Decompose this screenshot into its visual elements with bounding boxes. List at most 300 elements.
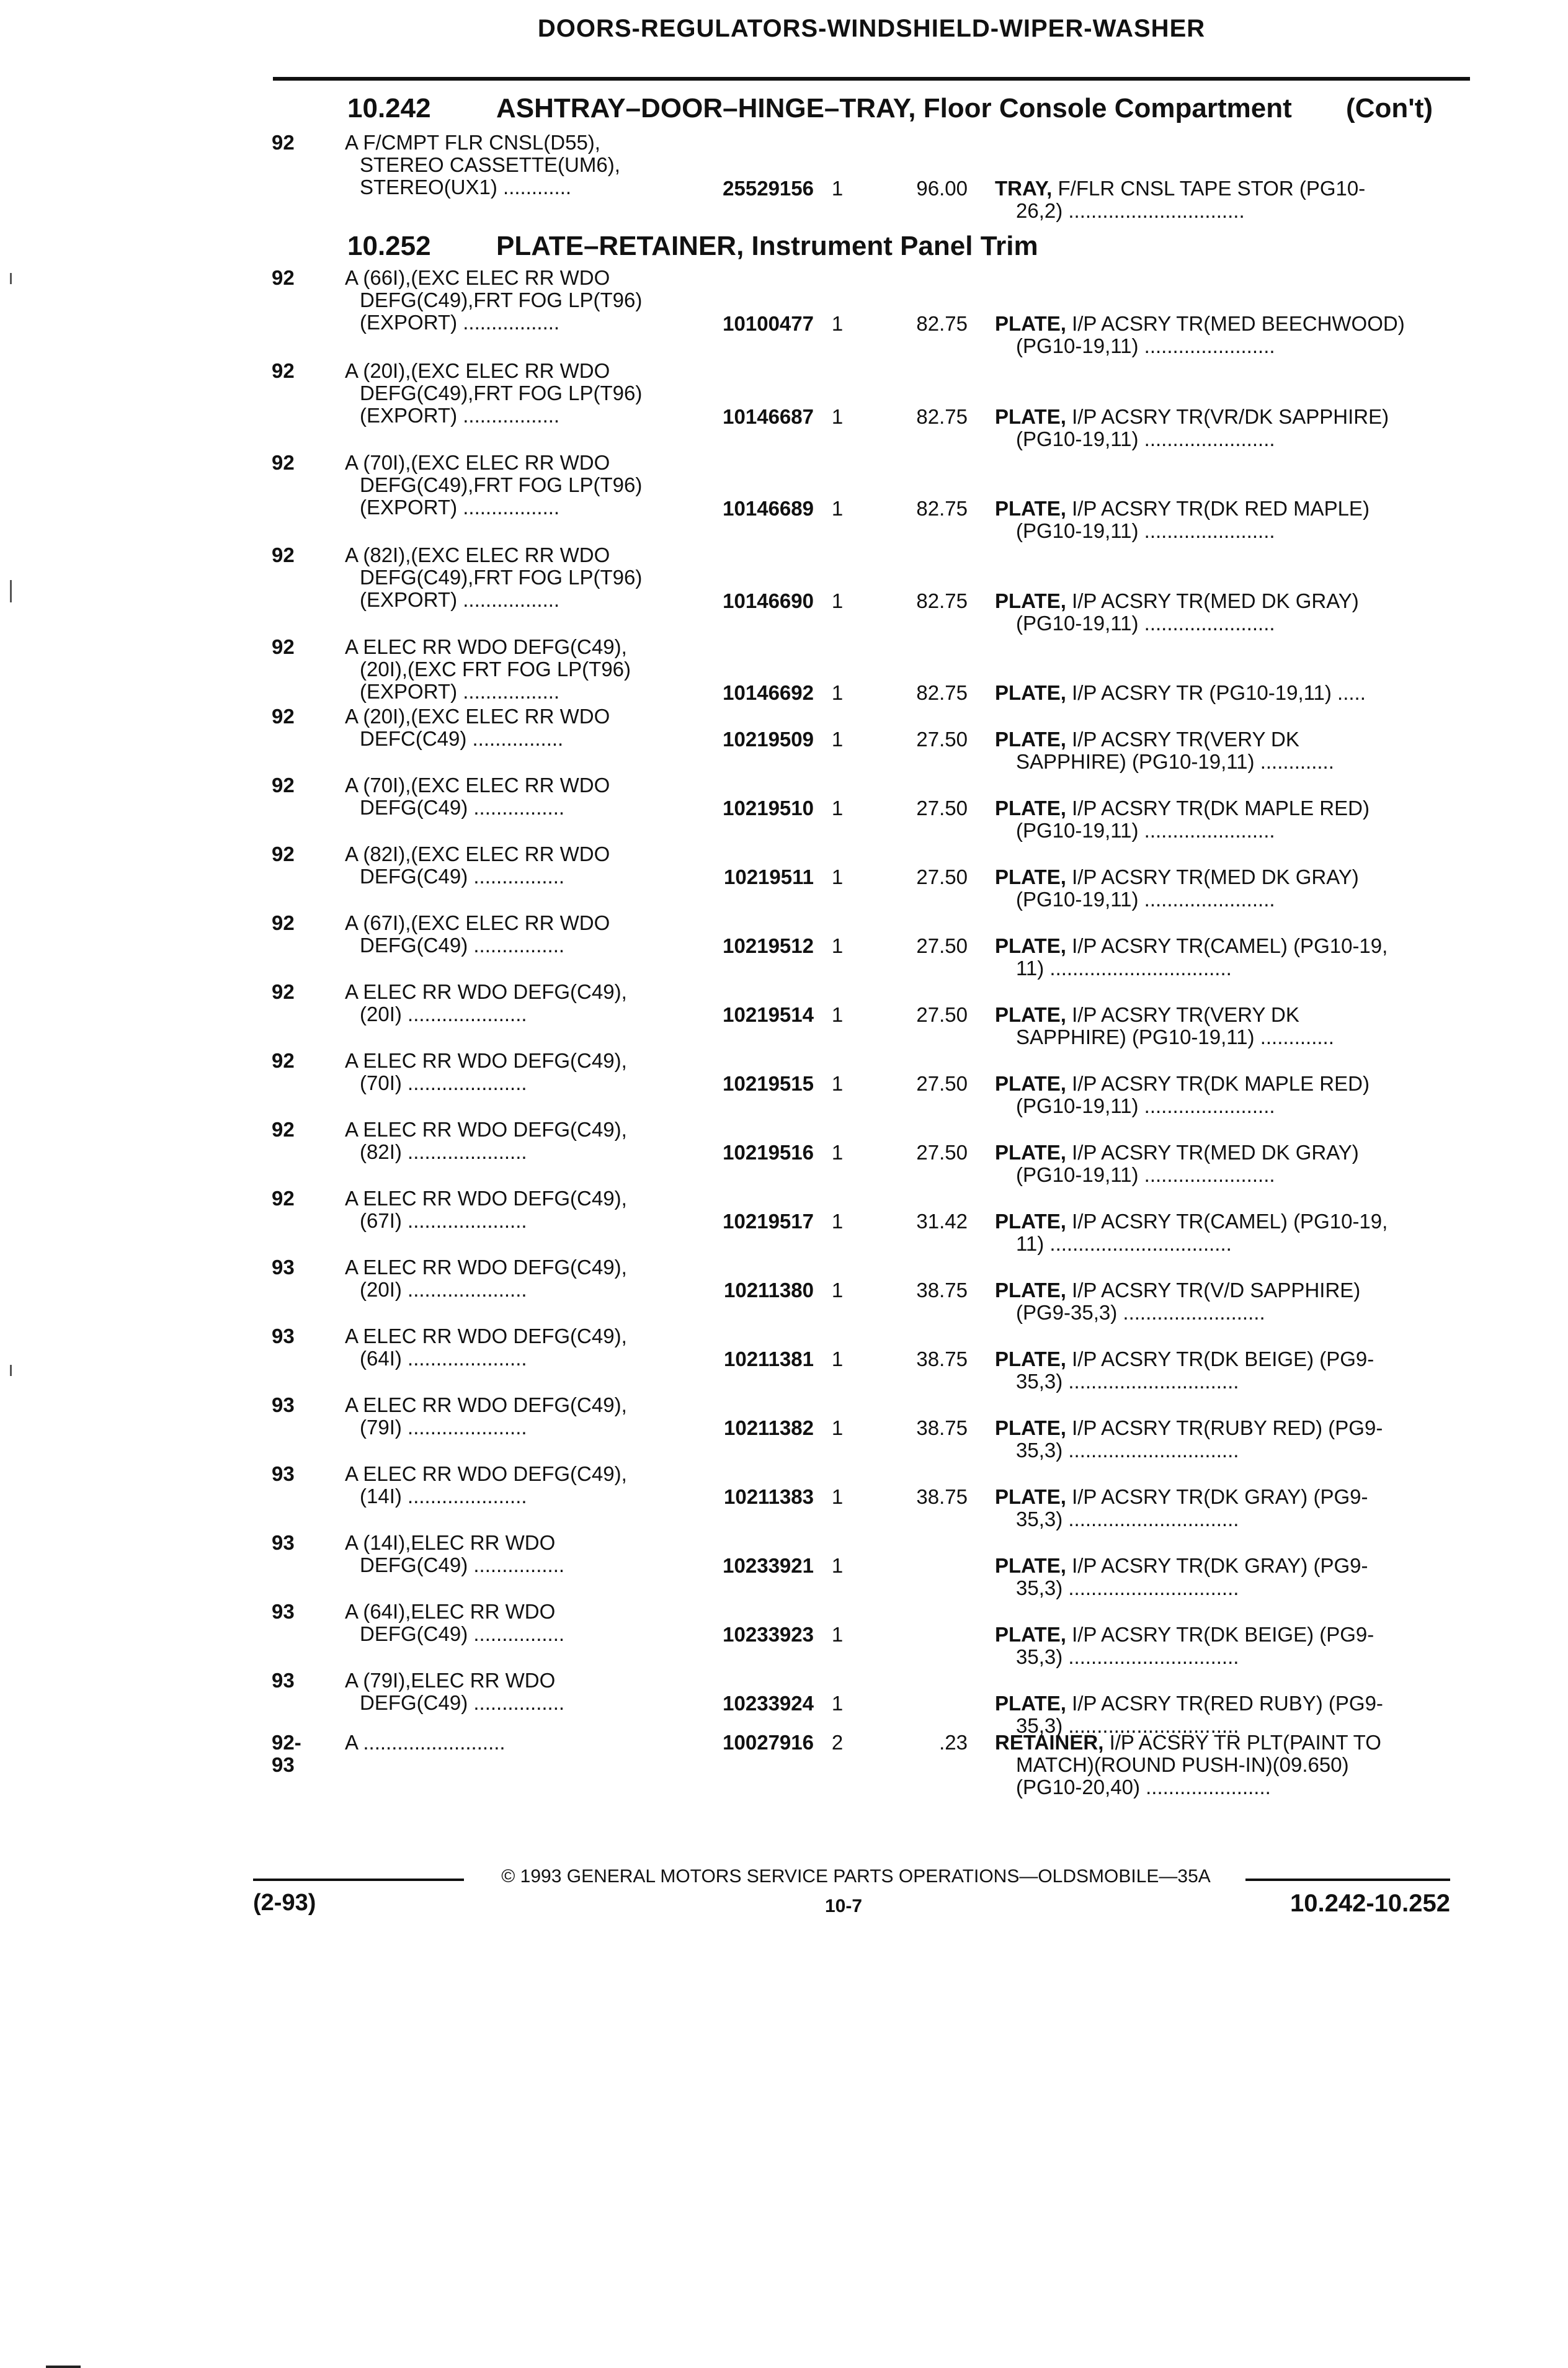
part-name-keyword: PLATE, bbox=[995, 1210, 1066, 1233]
usage-description bbox=[345, 1601, 674, 1645]
part-name-text: 11) ................................ bbox=[1016, 957, 1232, 980]
part-name-line bbox=[995, 1577, 1448, 1599]
part-name-text: I/P ACSRY TR(DK BEIGE) (PG9- bbox=[1072, 1624, 1374, 1646]
part-number: 10219515 bbox=[723, 1072, 814, 1095]
illustration-ref: 92 bbox=[272, 451, 295, 474]
illustration-ref: 92 bbox=[272, 774, 295, 797]
header-rule bbox=[273, 77, 1470, 81]
usage-line: A (14I),ELEC RR WDO bbox=[345, 1532, 556, 1554]
part-name-line bbox=[995, 1731, 1448, 1754]
quantity: 1 bbox=[831, 797, 844, 820]
usage-line: (82I) ..................... bbox=[360, 1141, 527, 1163]
part-name-text: (PG10-20,40) ...................... bbox=[1016, 1776, 1271, 1798]
usage-line: (20I) ..................... bbox=[360, 1279, 527, 1301]
part-name bbox=[995, 682, 1448, 704]
part-name-text: (PG10-19,11) ....................... bbox=[1016, 335, 1275, 357]
usage-line: A (64I),ELEC RR WDO bbox=[345, 1601, 556, 1623]
part-name bbox=[995, 728, 1448, 773]
quantity: 1 bbox=[831, 1347, 844, 1370]
part-name-keyword: TRAY, bbox=[995, 177, 1053, 200]
quantity: 1 bbox=[831, 312, 844, 335]
illustration-ref: 92 bbox=[272, 911, 295, 934]
usage-description bbox=[345, 981, 674, 1025]
price: 31.42 bbox=[916, 1210, 968, 1233]
part-number: 10233924 bbox=[723, 1692, 814, 1715]
usage-line: (14I) ..................... bbox=[360, 1485, 527, 1508]
usage-description bbox=[345, 1119, 674, 1163]
part-name-keyword: PLATE, bbox=[995, 1279, 1066, 1302]
part-name-line bbox=[995, 866, 1448, 888]
part-name-text: I/P ACSRY TR(RED RUBY) (PG9- bbox=[1072, 1692, 1383, 1715]
part-name-text: I/P ACSRY TR(DK GRAY) (PG9- bbox=[1072, 1555, 1368, 1577]
price: 27.50 bbox=[916, 1141, 968, 1164]
quantity: 1 bbox=[831, 177, 844, 200]
illustration-ref: 92 bbox=[272, 131, 295, 154]
part-name-line bbox=[995, 728, 1448, 751]
quantity: 1 bbox=[831, 681, 844, 704]
usage-description bbox=[345, 1187, 674, 1232]
illustration-ref: 93 bbox=[272, 1600, 295, 1623]
scan-mark bbox=[10, 273, 12, 284]
quantity: 1 bbox=[831, 1485, 844, 1508]
usage-line: (67I) ..................... bbox=[360, 1210, 527, 1232]
price: 27.50 bbox=[916, 934, 968, 957]
part-name-line bbox=[995, 888, 1448, 911]
usage-description bbox=[345, 360, 674, 427]
usage-line: A ELEC RR WDO DEFG(C49), bbox=[345, 1463, 627, 1485]
quantity: 1 bbox=[831, 1003, 844, 1026]
part-name-text: I/P ACSRY TR(DK GRAY) (PG9- bbox=[1072, 1486, 1368, 1508]
part-name-keyword: PLATE, bbox=[995, 1004, 1066, 1026]
part-name-line bbox=[995, 935, 1448, 957]
part-name bbox=[995, 1486, 1448, 1530]
usage-description bbox=[345, 544, 674, 611]
quantity: 1 bbox=[831, 728, 844, 751]
part-name-line bbox=[995, 751, 1448, 773]
part-name-line bbox=[995, 1095, 1448, 1117]
part-name bbox=[995, 866, 1448, 911]
price: 27.50 bbox=[916, 1072, 968, 1095]
part-name bbox=[995, 1555, 1448, 1599]
illustration-ref: 92 bbox=[272, 705, 295, 728]
part-name bbox=[995, 1348, 1448, 1393]
footer-page-number: 10-7 bbox=[824, 1896, 863, 1916]
illustration-ref: 92 bbox=[272, 842, 295, 865]
price: 82.75 bbox=[916, 312, 968, 335]
scan-mark bbox=[46, 2366, 81, 2368]
part-name bbox=[995, 1142, 1448, 1186]
usage-line: A (70I),(EXC ELEC RR WDO bbox=[345, 774, 610, 797]
illustration-ref: 92 bbox=[272, 359, 295, 382]
part-name-keyword: PLATE, bbox=[995, 1555, 1066, 1577]
part-name-line bbox=[995, 1776, 1448, 1798]
price: 82.75 bbox=[916, 589, 968, 612]
footer-rule-right bbox=[1245, 1879, 1450, 1881]
usage-line: (64I) ..................... bbox=[360, 1347, 527, 1370]
part-name-text: I/P ACSRY TR(CAMEL) (PG10-19, bbox=[1072, 935, 1388, 957]
illustration-ref: 92 bbox=[272, 635, 295, 658]
continued-label: (Con't) bbox=[1346, 93, 1433, 123]
usage-line: (79I) ..................... bbox=[360, 1416, 527, 1439]
usage-line: A (70I),(EXC ELEC RR WDO bbox=[345, 452, 610, 474]
illustration-ref: 92 bbox=[272, 980, 295, 1003]
part-name-line bbox=[995, 1754, 1448, 1776]
usage-line: A (82I),(EXC ELEC RR WDO bbox=[345, 843, 610, 865]
part-name-line bbox=[995, 1210, 1448, 1233]
usage-line: (20I) ..................... bbox=[360, 1003, 527, 1025]
footer-rule-left bbox=[253, 1879, 464, 1881]
part-name-text: 11) ................................ bbox=[1016, 1233, 1232, 1255]
usage-line: DEFG(C49) ................ bbox=[360, 1692, 565, 1714]
part-name-keyword: RETAINER, bbox=[995, 1731, 1104, 1754]
illustration-ref: 92 bbox=[272, 543, 295, 566]
part-number: 10211382 bbox=[723, 1416, 814, 1439]
usage-description bbox=[345, 774, 674, 819]
part-name-text: I/P ACSRY TR(CAMEL) (PG10-19, bbox=[1072, 1210, 1388, 1233]
price: 38.75 bbox=[916, 1485, 968, 1508]
part-name-line bbox=[995, 335, 1448, 357]
part-name-line bbox=[995, 313, 1448, 335]
part-name-keyword: PLATE, bbox=[995, 1486, 1066, 1508]
quantity: 2 bbox=[831, 1731, 844, 1754]
part-name-text: I/P ACSRY TR(DK MAPLE RED) bbox=[1072, 1073, 1370, 1095]
part-name-keyword: PLATE, bbox=[995, 1348, 1066, 1370]
section-header bbox=[0, 231, 1568, 266]
part-name-text: I/P ACSRY TR(V/D SAPPHIRE) bbox=[1072, 1279, 1361, 1302]
illustration-ref: 92-93 bbox=[272, 1731, 301, 1776]
price: 96.00 bbox=[916, 177, 968, 200]
part-name-line bbox=[995, 1508, 1448, 1530]
usage-line: A ELEC RR WDO DEFG(C49), bbox=[345, 1050, 627, 1072]
part-name-keyword: PLATE, bbox=[995, 797, 1066, 820]
part-name-line bbox=[995, 520, 1448, 542]
usage-line: STEREO(UX1) ............ bbox=[360, 176, 572, 199]
part-name bbox=[995, 935, 1448, 980]
price: 38.75 bbox=[916, 1416, 968, 1439]
part-name bbox=[995, 1210, 1448, 1255]
part-name-text: SAPPHIRE) (PG10-19,11) ............. bbox=[1016, 1026, 1334, 1048]
part-name-text: (PG10-19,11) ....................... bbox=[1016, 428, 1275, 450]
section-title: ASHTRAY–DOOR–HINGE–TRAY, Floor Console Compartment bbox=[496, 93, 1292, 123]
part-number: 10211380 bbox=[723, 1279, 814, 1302]
part-name-keyword: PLATE, bbox=[995, 406, 1066, 428]
part-name-text: I/P ACSRY TR (PG10-19,11) ..... bbox=[1072, 682, 1366, 704]
illustration-ref: 93 bbox=[272, 1325, 295, 1347]
part-name-line bbox=[995, 1233, 1448, 1255]
quantity: 1 bbox=[831, 1072, 844, 1095]
part-name-keyword: PLATE, bbox=[995, 313, 1066, 335]
part-name-text: SAPPHIRE) (PG10-19,11) ............. bbox=[1016, 751, 1334, 773]
part-name-text: I/P ACSRY TR(VR/DK SAPPHIRE) bbox=[1072, 406, 1389, 428]
usage-line: DEFG(C49) ................ bbox=[360, 1623, 565, 1645]
usage-description bbox=[345, 1394, 674, 1439]
part-name-line bbox=[995, 1073, 1448, 1095]
usage-line: DEFG(C49) ................ bbox=[360, 1554, 565, 1576]
part-number: 25529156 bbox=[723, 177, 814, 200]
usage-line: DEFG(C49),FRT FOG LP(T96) bbox=[360, 382, 643, 404]
part-number: 10146690 bbox=[723, 589, 814, 612]
part-name-line bbox=[995, 1439, 1448, 1462]
part-name bbox=[995, 498, 1448, 542]
usage-line: DEFG(C49) ................ bbox=[360, 865, 565, 888]
part-name-text: I/P ACSRY TR(MED DK GRAY) bbox=[1072, 590, 1359, 612]
illustration-ref: 92 bbox=[272, 1118, 295, 1141]
part-name-text: MATCH)(ROUND PUSH-IN)(09.650) bbox=[1016, 1754, 1349, 1776]
part-name-line bbox=[995, 1302, 1448, 1324]
usage-line: A F/CMPT FLR CNSL(D55), bbox=[345, 132, 600, 154]
usage-description bbox=[345, 1669, 674, 1714]
part-name bbox=[995, 1692, 1448, 1737]
part-name-text: I/P ACSRY TR(DK RED MAPLE) bbox=[1072, 498, 1370, 520]
price: 82.75 bbox=[916, 405, 968, 428]
usage-description bbox=[345, 132, 674, 199]
part-name-line bbox=[995, 200, 1448, 222]
part-name-line bbox=[995, 428, 1448, 450]
part-name bbox=[995, 313, 1448, 357]
part-number: 10219510 bbox=[723, 797, 814, 820]
part-name-text: I/P ACSRY TR(MED DK GRAY) bbox=[1072, 866, 1359, 888]
usage-line: A (79I),ELEC RR WDO bbox=[345, 1669, 556, 1692]
usage-line: DEFG(C49) ................ bbox=[360, 797, 565, 819]
usage-line: A ELEC RR WDO DEFG(C49), bbox=[345, 1256, 627, 1279]
part-name-keyword: PLATE, bbox=[995, 590, 1066, 612]
part-number: 10027916 bbox=[723, 1731, 814, 1754]
part-number: 10219514 bbox=[723, 1003, 814, 1026]
usage-line: A (82I),(EXC ELEC RR WDO bbox=[345, 544, 610, 566]
usage-line: DEFG(C49),FRT FOG LP(T96) bbox=[360, 289, 643, 311]
usage-line: A ELEC RR WDO DEFG(C49), bbox=[345, 636, 627, 658]
price: 27.50 bbox=[916, 728, 968, 751]
part-number: 10219509 bbox=[723, 728, 814, 751]
part-name-line bbox=[995, 1417, 1448, 1439]
part-name-keyword: PLATE, bbox=[995, 1142, 1066, 1164]
part-name bbox=[995, 406, 1448, 450]
footer-date-code: (2-93) bbox=[253, 1890, 316, 1916]
usage-description bbox=[345, 267, 674, 334]
usage-line: (EXPORT) ................. bbox=[360, 311, 560, 334]
usage-description bbox=[345, 843, 674, 888]
usage-line: (20I),(EXC FRT FOG LP(T96) bbox=[360, 658, 631, 681]
part-name-line bbox=[995, 1164, 1448, 1186]
part-name-keyword: PLATE, bbox=[995, 866, 1066, 888]
price: 82.75 bbox=[916, 681, 968, 704]
part-name-line bbox=[995, 590, 1448, 612]
part-name-text: I/P ACSRY TR(DK BEIGE) (PG9- bbox=[1072, 1348, 1374, 1370]
usage-line: (70I) ..................... bbox=[360, 1072, 527, 1094]
part-name-text: I/P ACSRY TR(DK MAPLE RED) bbox=[1072, 797, 1370, 820]
quantity: 1 bbox=[831, 865, 844, 888]
part-name-line bbox=[995, 1692, 1448, 1715]
part-name-line bbox=[995, 498, 1448, 520]
usage-description bbox=[345, 1731, 674, 1754]
part-number: 10233923 bbox=[723, 1623, 814, 1646]
part-number: 10100477 bbox=[723, 312, 814, 335]
part-name-keyword: PLATE, bbox=[995, 1073, 1066, 1095]
quantity: 1 bbox=[831, 1692, 844, 1715]
part-name-text: 26,2) ............................... bbox=[1016, 200, 1245, 222]
usage-line: DEFG(C49),FRT FOG LP(T96) bbox=[360, 566, 643, 589]
part-name-line bbox=[995, 1370, 1448, 1393]
usage-line: STEREO CASSETTE(UM6), bbox=[360, 154, 620, 176]
part-name-text: I/P ACSRY TR PLT(PAINT TO bbox=[1109, 1731, 1381, 1754]
part-name-line bbox=[995, 1279, 1448, 1302]
part-name-line bbox=[995, 406, 1448, 428]
section-header bbox=[0, 93, 1568, 128]
part-name-line bbox=[995, 957, 1448, 980]
quantity: 1 bbox=[831, 589, 844, 612]
part-name-keyword: PLATE, bbox=[995, 682, 1066, 704]
usage-line: A (20I),(EXC ELEC RR WDO bbox=[345, 360, 610, 382]
usage-line: A (66I),(EXC ELEC RR WDO bbox=[345, 267, 610, 289]
part-number: 10211383 bbox=[723, 1485, 814, 1508]
part-name-text: I/P ACSRY TR(VERY DK bbox=[1072, 728, 1299, 751]
quantity: 1 bbox=[831, 1623, 844, 1646]
part-number: 10211381 bbox=[723, 1347, 814, 1370]
section-number: 10.252 bbox=[347, 231, 431, 261]
part-name-text: (PG9-35,3) ......................... bbox=[1016, 1302, 1265, 1324]
illustration-ref: 93 bbox=[272, 1531, 295, 1554]
usage-line: (EXPORT) ................. bbox=[360, 496, 560, 519]
usage-line: A ELEC RR WDO DEFG(C49), bbox=[345, 1119, 627, 1141]
part-name-keyword: PLATE, bbox=[995, 1692, 1066, 1715]
usage-description bbox=[345, 1463, 674, 1508]
usage-line: (EXPORT) ................. bbox=[360, 681, 560, 703]
part-name bbox=[995, 177, 1448, 222]
part-name-text: (PG10-19,11) ....................... bbox=[1016, 820, 1275, 842]
price: 38.75 bbox=[916, 1347, 968, 1370]
part-name bbox=[995, 1417, 1448, 1462]
part-number: 10219517 bbox=[723, 1210, 814, 1233]
usage-line: A ELEC RR WDO DEFG(C49), bbox=[345, 981, 627, 1003]
part-name-line bbox=[995, 1004, 1448, 1026]
part-name-line bbox=[995, 682, 1448, 704]
part-name bbox=[995, 1624, 1448, 1668]
footer-section-range: 10.242-10.252 bbox=[1290, 1890, 1450, 1917]
illustration-ref: 92 bbox=[272, 1187, 295, 1210]
usage-description bbox=[345, 912, 674, 957]
usage-line: A ELEC RR WDO DEFG(C49), bbox=[345, 1325, 627, 1347]
part-name-text: F/FLR CNSL TAPE STOR (PG10- bbox=[1058, 177, 1366, 200]
usage-line: DEFG(C49),FRT FOG LP(T96) bbox=[360, 474, 643, 496]
quantity: 1 bbox=[831, 1210, 844, 1233]
usage-line: A ......................... bbox=[345, 1731, 506, 1754]
part-name-text: (PG10-19,11) ....................... bbox=[1016, 1095, 1275, 1117]
page-title: DOORS-REGULATORS-WINDSHIELD-WIPER-WASHER bbox=[537, 15, 1206, 42]
part-name-line bbox=[995, 1348, 1448, 1370]
quantity: 1 bbox=[831, 1554, 844, 1577]
part-name-text: I/P ACSRY TR(MED BEECHWOOD) bbox=[1072, 313, 1405, 335]
quantity: 1 bbox=[831, 1416, 844, 1439]
part-name bbox=[995, 797, 1448, 842]
part-name-text: I/P ACSRY TR(MED DK GRAY) bbox=[1072, 1142, 1359, 1164]
part-name-keyword: PLATE, bbox=[995, 498, 1066, 520]
scan-mark bbox=[10, 1365, 12, 1376]
usage-line: DEFG(C49) ................ bbox=[360, 934, 565, 957]
part-name-line bbox=[995, 1142, 1448, 1164]
part-name bbox=[995, 1731, 1448, 1798]
usage-line: A (67I),(EXC ELEC RR WDO bbox=[345, 912, 610, 934]
part-number: 10219511 bbox=[723, 865, 814, 888]
part-number: 10146687 bbox=[723, 405, 814, 428]
part-name-keyword: PLATE, bbox=[995, 728, 1066, 751]
part-name bbox=[995, 590, 1448, 635]
section-title: PLATE–RETAINER, Instrument Panel Trim bbox=[496, 231, 1038, 261]
illustration-ref: 93 bbox=[272, 1256, 295, 1279]
part-name-text: 35,3) .............................. bbox=[1016, 1370, 1239, 1393]
footer-copyright: © 1993 GENERAL MOTORS SERVICE PARTS OPERATIONS—OLDSMOBILE—35A bbox=[501, 1866, 1211, 1887]
quantity: 1 bbox=[831, 1279, 844, 1302]
price: .23 bbox=[939, 1731, 968, 1754]
part-name-text: I/P ACSRY TR(RUBY RED) (PG9- bbox=[1072, 1417, 1383, 1439]
part-name-text: (PG10-19,11) ....................... bbox=[1016, 1164, 1275, 1186]
price: 27.50 bbox=[916, 865, 968, 888]
part-name-line bbox=[995, 1555, 1448, 1577]
price: 82.75 bbox=[916, 497, 968, 520]
usage-line: A (20I),(EXC ELEC RR WDO bbox=[345, 705, 610, 728]
part-name-text: (PG10-19,11) ....................... bbox=[1016, 520, 1275, 542]
part-number: 10233921 bbox=[723, 1554, 814, 1577]
part-name-line bbox=[995, 1624, 1448, 1646]
illustration-ref: 92 bbox=[272, 266, 295, 289]
part-name-keyword: PLATE, bbox=[995, 935, 1066, 957]
usage-description bbox=[345, 705, 674, 750]
part-name bbox=[995, 1004, 1448, 1048]
part-name-text: 35,3) .............................. bbox=[1016, 1439, 1239, 1462]
part-name bbox=[995, 1073, 1448, 1117]
part-name-line bbox=[995, 612, 1448, 635]
part-number: 10219512 bbox=[723, 934, 814, 957]
usage-line: A ELEC RR WDO DEFG(C49), bbox=[345, 1394, 627, 1416]
part-name-text: (PG10-19,11) ....................... bbox=[1016, 888, 1275, 911]
usage-description bbox=[345, 1256, 674, 1301]
usage-line: (EXPORT) ................. bbox=[360, 404, 560, 427]
part-name bbox=[995, 1279, 1448, 1324]
section-number: 10.242 bbox=[347, 93, 431, 123]
illustration-ref: 92 bbox=[272, 1049, 295, 1072]
usage-description bbox=[345, 1532, 674, 1576]
usage-line: A ELEC RR WDO DEFG(C49), bbox=[345, 1187, 627, 1210]
price: 27.50 bbox=[916, 1003, 968, 1026]
usage-line: DEFC(C49) ................ bbox=[360, 728, 564, 750]
part-name-text: 35,3) .............................. bbox=[1016, 1577, 1239, 1599]
part-name-text: (PG10-19,11) ....................... bbox=[1016, 612, 1275, 635]
quantity: 1 bbox=[831, 405, 844, 428]
part-name-keyword: PLATE, bbox=[995, 1417, 1066, 1439]
part-name-line bbox=[995, 820, 1448, 842]
price: 38.75 bbox=[916, 1279, 968, 1302]
illustration-ref: 93 bbox=[272, 1462, 295, 1485]
part-number: 10146692 bbox=[723, 681, 814, 704]
price: 27.50 bbox=[916, 797, 968, 820]
part-name-line bbox=[995, 1486, 1448, 1508]
part-name-keyword: PLATE, bbox=[995, 1624, 1066, 1646]
usage-line: (EXPORT) ................. bbox=[360, 589, 560, 611]
usage-description bbox=[345, 1050, 674, 1094]
usage-description bbox=[345, 452, 674, 519]
scan-mark bbox=[10, 580, 12, 602]
part-name-text: 35,3) .............................. bbox=[1016, 1508, 1239, 1530]
part-name-line bbox=[995, 1646, 1448, 1668]
usage-description bbox=[345, 636, 674, 703]
part-name-text: 35,3) .............................. bbox=[1016, 1646, 1239, 1668]
part-number: 10219516 bbox=[723, 1141, 814, 1164]
part-name-line bbox=[995, 177, 1448, 200]
illustration-ref: 93 bbox=[272, 1393, 295, 1416]
part-number: 10146689 bbox=[723, 497, 814, 520]
usage-description bbox=[345, 1325, 674, 1370]
quantity: 1 bbox=[831, 1141, 844, 1164]
quantity: 1 bbox=[831, 934, 844, 957]
